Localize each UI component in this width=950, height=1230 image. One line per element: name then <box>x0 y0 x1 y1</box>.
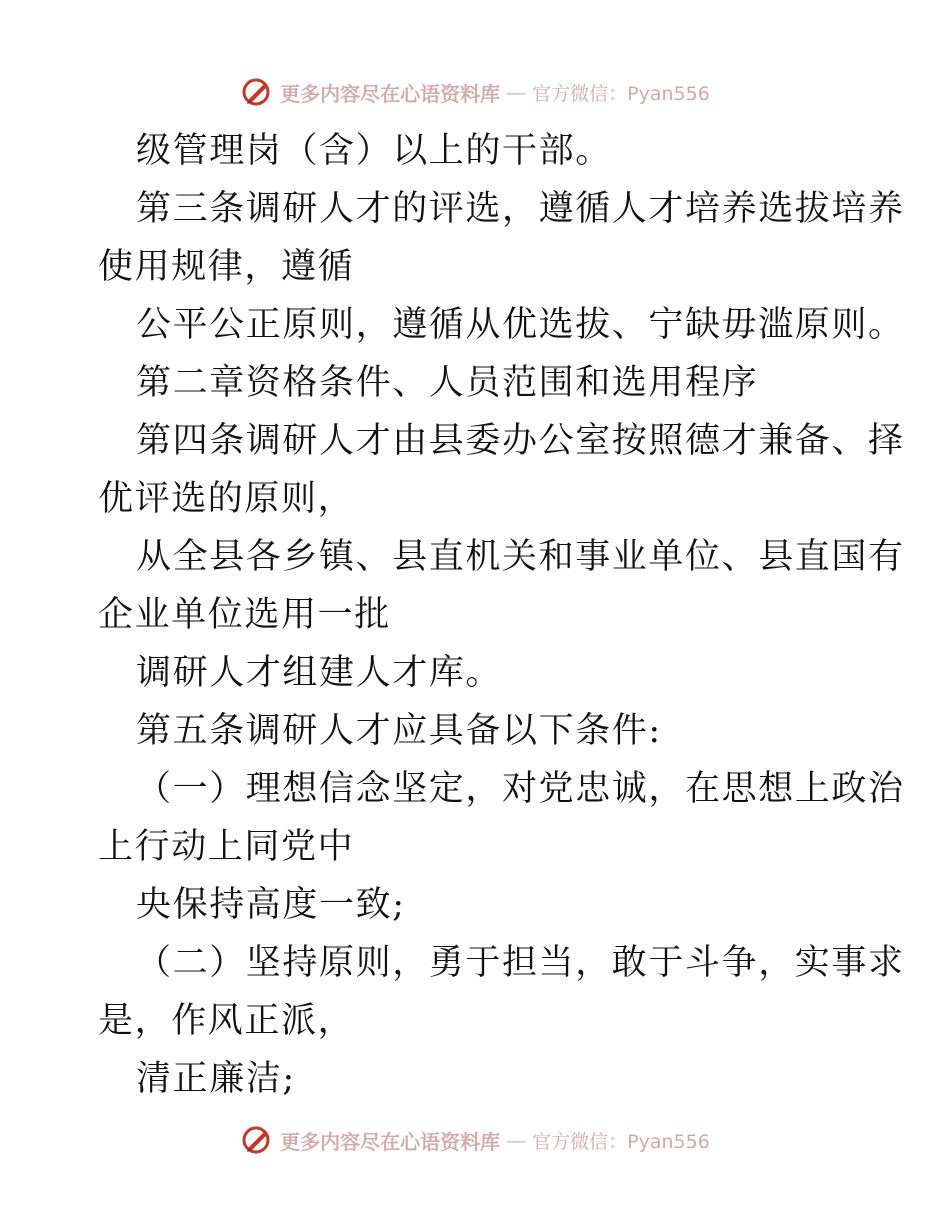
text-line: 公平公正原则，遵循从优选拔、宁缺毋滥原则。 <box>136 305 905 345</box>
text-line: 从全县各乡镇、县直机关和事业单位、县直国有 <box>136 537 905 577</box>
watermark-separator: — <box>506 80 527 104</box>
text-line: 使用规律，遵循 <box>98 247 355 287</box>
text-line: 第四条调研人才由县委办公室按照德才兼备、择 <box>136 421 905 461</box>
text-line: （二）坚持原则，勇于担当，敢于斗争，实事求 <box>136 943 905 983</box>
text-line: 央保持高度一致; <box>136 885 406 925</box>
watermark-text: 更多内容尽在心语资料库 <box>280 1129 501 1154</box>
text-line: 清正廉洁; <box>136 1059 296 1099</box>
footer-watermark <box>0 1120 950 1160</box>
pen-logo-icon <box>240 75 274 109</box>
text-line: 级管理岗（含）以上的干部。 <box>136 131 612 171</box>
text-line: 第三条调研人才的评选，遵循人才培养选拔培养 <box>136 189 905 229</box>
text-line: 企业单位选用一批 <box>98 595 391 635</box>
watermark-separator: — <box>506 1128 527 1152</box>
text-line: 是，作风正派， <box>98 1001 355 1041</box>
text-line: 优评选的原则， <box>98 479 355 519</box>
text-line: 第五条调研人才应具备以下条件: <box>136 711 662 751</box>
watermark-contact: 官方微信：Pyan556 <box>532 1130 710 1153</box>
text-line: 第二章资格条件、人员范围和选用程序 <box>136 363 759 403</box>
text-line: 调研人才组建人才库。 <box>136 653 503 693</box>
watermark-text: 更多内容尽在心语资料库 <box>280 81 501 106</box>
pen-logo-icon <box>240 1123 274 1157</box>
watermark-contact: 官方微信：Pyan556 <box>532 82 710 105</box>
document-body <box>98 122 905 1108</box>
header-watermark <box>0 72 950 112</box>
text-line: 上行动上同党中 <box>98 827 355 867</box>
text-line: （一）理想信念坚定，对党忠诚，在思想上政治 <box>136 769 905 809</box>
